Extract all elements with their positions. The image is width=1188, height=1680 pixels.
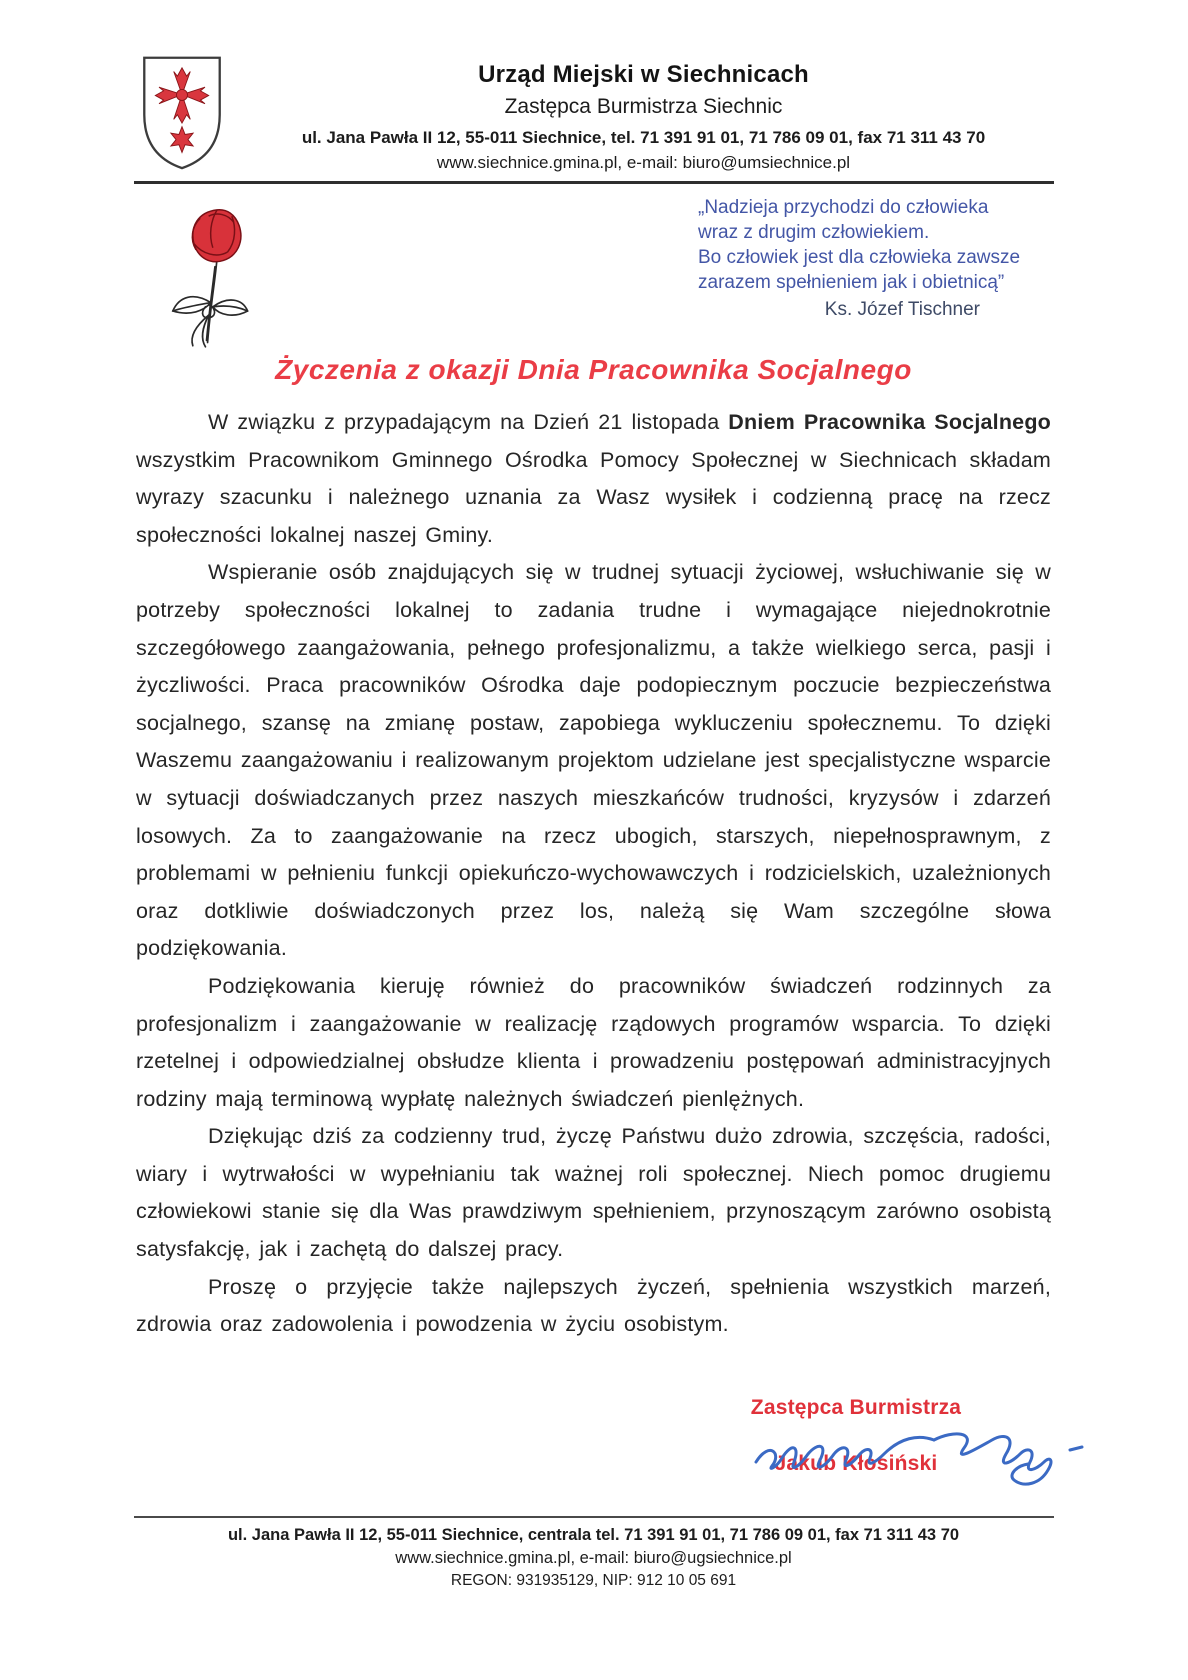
header-divider [134,181,1054,184]
rose-icon [146,193,286,351]
paragraph-1-bold-phrase: Dniem Pracownika Socjalnego [728,410,1051,434]
letterhead-text [236,47,1051,173]
paragraph-1-text: W związku z przypadającym na Dzień 21 listopada [208,410,729,434]
footer [136,1526,1051,1590]
letter-body [136,404,1051,1344]
footer-contact: www.siechnice.gmina.pl, e-mail: biuro@ugsiechnice.pl [395,1549,792,1567]
footer-registry-numbers: REGON: 931935129, NIP: 912 10 05 691 [450,1572,737,1589]
organization-address: ul. Jana Pawła II 12, 55-011 Siechnice, tel. 71 391 91 01, 71 786 09 01, fax 71 311 43 70 [301,128,986,147]
quote-author: Ks. Józef Tischner [824,299,980,320]
paragraph-4: Dziękując dziś za codzienny trud, życzę Państwu dużo zdrowia, szczęścia, radości, wiary i wytrwałości w wypełnianiu tak ważnej roli społecznej. Niech pomoc drugiemu człowiekowi stanie się dla Was prawdziwym spełnieniem, przynoszącym zarówno osobistą satysfakcję, jak i zachętą do dalszej pracy. [136,1124,1051,1262]
paragraph-1-text: wszystkim Pracownikom Gminnego Ośrodka Pomocy Społecznej w Siechnicach składam wyrazy szacunku i należnego uznania za Wasz wysiłek i codzienną pracę na rzecz społeczności lokalnej naszej Gminy. [136,447,1051,547]
organization-contact: www.siechnice.gmina.pl, e-mail: biuro@umsiechnice.pl [436,153,851,172]
paragraph-5: Proszę o przyjęcie także najlepszych życzeń, spełnienia wszystkich marzeń, zdrowia oraz zadowolenia i powodzenia w życiu osobistym. [136,1274,1051,1337]
signer-name: Jakub Kłosiński [774,1452,938,1475]
letter-title: Życzenia z okazji Dnia Pracownika Socjalnego [275,354,912,385]
footer-divider [134,1516,1054,1518]
quote-line: wraz z drugim człowiekiem. [698,222,930,243]
letterhead [136,47,1051,173]
paragraph-2: Wspieranie osób znajdujących się w trudnej sytuacji życiowej, wsłuchiwanie się w potrzeby społeczności lokalnej to zadania trudne i wymagające niejednokrotnie szczegółowego zaangażowania, pełnego profesjonalizmu, a także wielkiego serca, pasji i życzliwości. Praca pracowników Ośrodka daje podopiecznym poczucie bezpieczeństwa socjalnego, szansę na zmianę postaw, zapobiega wykluczeniu społecznemu. To dzięki Waszemu zaangażowaniu i realizowanym projektom udzielane jest specjalistyczne wsparcie w sytuacji doświadczanych przez naszych mieszkańców trudności, kryzysów i zdarzeń losowych. Za to zaangażowanie na rzecz ubogich, starszych, niepełnosprawnym, z problemami w pełnieniu funkcji opiekuńczo-wychowawczych i rodzicielskich, uzależnionych oraz dotkliwie doświadczonych przez los, należą się Wam szczególne słowa podziękowania. [136,560,1051,961]
motto-quote [698,195,1021,322]
signature-block [738,1396,974,1476]
paragraph-3: Podziękowania kieruję również do pracowników świadczeń rodzinnych za profesjonalizm i zaangażowanie w realizację rządowych programów wsparcia. To dzięki rzetelnej i odpowiedzialnej obsłudze klienta i prowadzeniu postępowań administracyjnych rodziny mają terminową wypłatę należnych świadczeń pienlężnych. [136,973,1051,1111]
organization-department: Zastępca Burmistrza Siechnic [504,95,783,118]
signer-role: Zastępca Burmistrza [750,1396,962,1419]
coat-of-arms-icon [136,47,228,177]
footer-address: ul. Jana Pawła II 12, 55-011 Siechnice, centrala tel. 71 391 91 01, 71 786 09 01, fax 71 311 43 70 [227,1526,960,1544]
paragraph-1 [136,404,1051,554]
quote-line: „Nadzieja przychodzi do człowieka [698,197,989,218]
organization-name: Urząd Miejski w Siechnicach [478,61,809,88]
quote-line: zarazem spełnieniem jak i obietnicą” [698,272,1005,293]
quote-line: Bo człowiek jest dla człowieka zawsze [698,247,1021,268]
